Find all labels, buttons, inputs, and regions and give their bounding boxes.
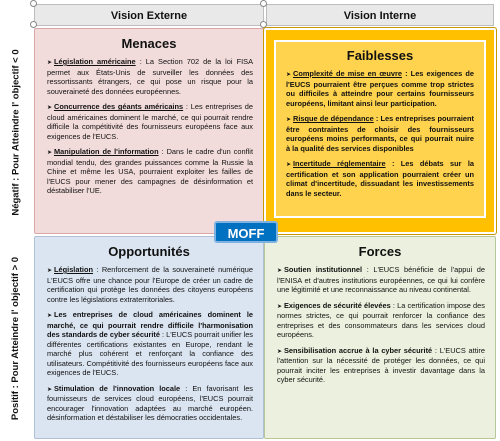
- bullet-icon: ➤: [47, 150, 53, 157]
- threats-quadrant: [34, 28, 264, 234]
- bullet-icon: ➤: [47, 386, 53, 393]
- side-label-negative: [0, 28, 32, 236]
- bullet-icon: ➤: [286, 72, 292, 78]
- bullet-icon: ➤: [277, 348, 283, 355]
- side-label-positive-text: Positif : Pour Atteindre l' objectif > 0: [10, 256, 22, 421]
- bullet-icon: ➤: [47, 313, 53, 320]
- header-internal: Vision Interne: [266, 4, 494, 26]
- list-item: ➤ Législation : Renforcement de la souveraineté numérique L'EUCS offre une chance pour l'Europe de créer un cadre de certification qui protège les données des citoyens européens contre les législations extraterritoriales.: [47, 265, 253, 304]
- list-item: ➤ Sensibilisation accrue à la cyber sécurité : L'EUCS attire l'attention sur la nécessité de protéger les données, ce qui pourrait inciter les entreprises à investir davantage dans la cyber sécurité.: [277, 345, 485, 385]
- opportunities-list: [35, 265, 263, 423]
- weaknesses-list: [276, 69, 484, 198]
- list-item: ➤ Complexité de mise en œuvre : Les exigences de l'EUCS pourraient être perçues comme trop strictes ou difficiles à atteindre pour certains fournisseurs européens, limitant ainsi leur participation.: [286, 69, 475, 108]
- strengths-title: Forces: [358, 244, 402, 259]
- strengths-quadrant: [264, 236, 496, 439]
- resize-handle-icon[interactable]: [260, 0, 267, 7]
- weaknesses-panel: [274, 40, 486, 218]
- bullet-icon: ➤: [286, 117, 292, 124]
- list-item: ➤ Concurrence des géants américains : Les entreprises de cloud américaines dominent le marché, ce qui pourrait rendre difficile la compétitivité des fournisseurs européens face aux exigences de l'EUCS.: [47, 102, 253, 141]
- weaknesses-quadrant: [264, 28, 496, 234]
- bullet-icon: ➤: [286, 162, 292, 169]
- bullet-icon: ➤: [277, 303, 283, 310]
- resize-handle-icon[interactable]: [30, 0, 37, 7]
- threats-list: [35, 57, 263, 196]
- resize-handle-icon[interactable]: [30, 21, 37, 28]
- threats-title: Menaces: [121, 36, 177, 51]
- list-item: ➤ Soutien institutionnel : L'EUCS bénéficie de l'appui de l'ENISA et d'autres institutions européennes, ce qui lui confère une légitimité et une reconnaissance au niveau continental.: [277, 265, 485, 295]
- opportunities-quadrant: [34, 236, 264, 439]
- side-label-negative-text: Négatif : Pour Atteindre l' objectif < 0: [10, 48, 22, 216]
- center-label-moff: MOFF: [214, 221, 278, 243]
- bullet-icon: ➤: [47, 105, 53, 112]
- list-item: ➤ Exigences de sécurité élevées : La certification impose des normes strictes, ce qui pourrait renforcer la confiance des entreprises et des consommateurs dans les services cloud européens.: [277, 300, 485, 340]
- bullet-icon: ➤: [277, 268, 283, 274]
- weaknesses-title: Faiblesses: [346, 48, 414, 63]
- list-item: ➤ Incertitude réglementaire : Les débats sur la certification et son application pourraient créer un climat d'incertitude, dissuadant les investissements dans le secteur.: [286, 159, 475, 198]
- list-item: ➤ Manipulation de l'information : Dans le cadre d'un conflit mondial tendu, des grandes puissances comme la Russie la Chine et même les USA, pourraient exploiter les failles de l'EUCS pour mener des campagnes de désinformation et déstabiliser l'UE.: [47, 147, 253, 196]
- strengths-list: [265, 265, 495, 385]
- list-item: ➤ Stimulation de l'innovation locale : En favorisant les fournisseurs de services cloud européens, l'EUCS pourrait encourager l'innovation adaptées au marché européen. désinformation et déstabiliser les démocraties occidentales.: [47, 383, 253, 423]
- list-item: ➤ Les entreprises de cloud américaines dominent le marché, ce qui pourrait rendre difficile l'harmonisation des standards de cyber sécurité : L'EUCS pourrait unifier les différentes certifications existantes en Europe, rendant le marché plus cohérent et renforçant la confiance des utilisateurs. Compétitivité des fournisseurs européens face aux exigences de l'EUCS.: [47, 310, 254, 378]
- list-item: ➤ Risque de dépendance : Les entreprises pourraient être contraintes de choisir des fournisseurs européens moins performants, ce qui pourrait nuire à la qualité des services disponibles: [286, 114, 474, 153]
- bullet-icon: ➤: [47, 60, 53, 66]
- header-external: Vision Externe: [34, 4, 264, 26]
- list-item: ➤ Législation américaine : La Section 702 de la loi FISA permet aux États-Unis de surveiller les données des ressortissants étrangers, ce qui pose un risque pour la souveraineté des données européennes.: [47, 57, 253, 96]
- bullet-icon: ➤: [47, 268, 53, 274]
- opportunities-title: Opportunités: [108, 244, 190, 259]
- side-label-positive: [0, 236, 32, 441]
- resize-handle-icon[interactable]: [260, 21, 267, 28]
